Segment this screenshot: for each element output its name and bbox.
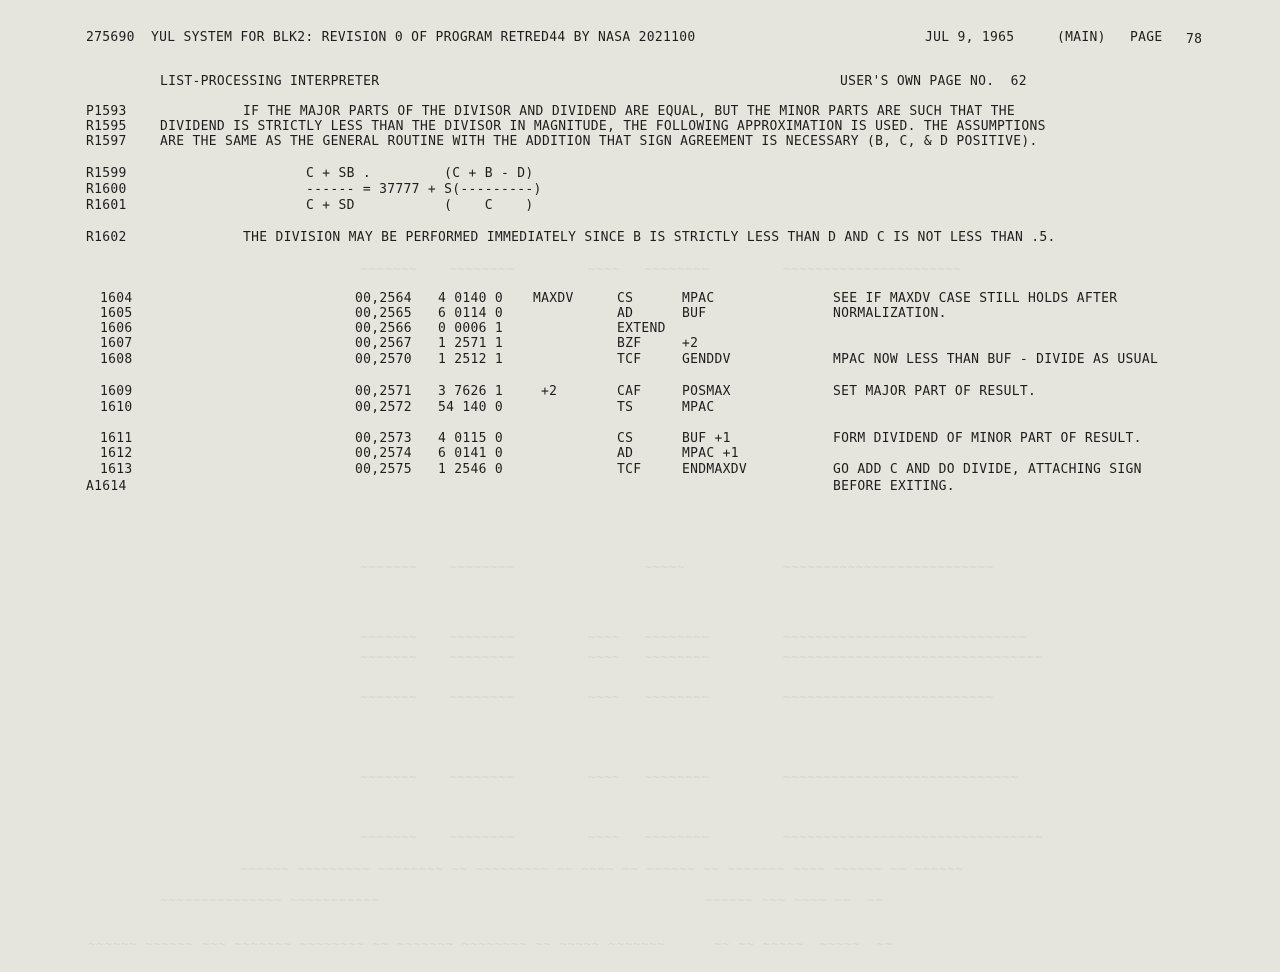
label: MAXDV	[533, 291, 574, 306]
octal-word: 6 0114 0	[438, 306, 504, 321]
opcode: TCF	[617, 462, 642, 477]
octal-word: 3 7626 1	[438, 384, 504, 399]
header-page-number: 78	[1186, 32, 1203, 47]
header-page-label: PAGE	[1130, 30, 1163, 45]
opcode: BZF	[617, 336, 642, 351]
formula-line: ------ = 37777 + S(---------)	[306, 182, 542, 197]
line-comment: NORMALIZATION.	[833, 306, 947, 321]
line-comment: FORM DIVIDEND OF MINOR PART OF RESULT.	[833, 431, 1142, 446]
card-number: 1612	[100, 446, 133, 461]
address: 00,2566	[355, 321, 412, 336]
octal-word: 6 0141 0	[438, 446, 504, 461]
opcode: TS	[617, 400, 634, 415]
operand: MPAC	[682, 291, 715, 306]
line-comment: MPAC NOW LESS THAN BUF - DIVIDE AS USUAL	[833, 352, 1159, 367]
operand: BUF +1	[682, 431, 731, 446]
opcode: AD	[617, 446, 634, 461]
octal-word: 4 0140 0	[438, 291, 504, 306]
octal-word: 54 140 0	[438, 400, 504, 415]
comment-line: DIVIDEND IS STRICTLY LESS THAN THE DIVISOR IN MAGNITUDE, THE FOLLOWING APPROXIMATION IS USED. THE ASSUMPTIONS	[160, 119, 1046, 134]
card-number: P1593	[86, 104, 127, 119]
address: 00,2571	[355, 384, 412, 399]
listing-header: 275690 YUL SYSTEM FOR BLK2: REVISION 0 OF PROGRAM RETRED44 BY NASA 2021100	[86, 30, 696, 45]
formula-line: C + SD ( C )	[306, 198, 534, 213]
card-number: 1613	[100, 462, 133, 477]
address: 00,2564	[355, 291, 412, 306]
address: 00,2572	[355, 400, 412, 415]
card-number: 1609	[100, 384, 133, 399]
section-title: LIST-PROCESSING INTERPRETER	[160, 74, 380, 89]
card-number: R1595	[86, 119, 127, 134]
header-date: JUL 9, 1965	[925, 30, 1015, 45]
operand: MPAC +1	[682, 446, 739, 461]
address: 00,2570	[355, 352, 412, 367]
card-number: R1599	[86, 166, 127, 181]
user-page-number: USER'S OWN PAGE NO. 62	[840, 74, 1027, 89]
card-number: 1607	[100, 336, 133, 351]
octal-word: 1 2546 0	[438, 462, 504, 477]
opcode: TCF	[617, 352, 642, 367]
card-number: 1605	[100, 306, 133, 321]
opcode: EXTEND	[617, 321, 666, 336]
card-number: A1614	[86, 479, 127, 494]
operand: POSMAX	[682, 384, 731, 399]
octal-word: 4 0115 0	[438, 431, 504, 446]
comment-line: ARE THE SAME AS THE GENERAL ROUTINE WITH THE ADDITION THAT SIGN AGREEMENT IS NECESSARY (B, C, & D POSITIVE).	[160, 134, 1038, 149]
operand: BUF	[682, 306, 707, 321]
line-comment: BEFORE EXITING.	[833, 479, 955, 494]
opcode: CS	[617, 431, 634, 446]
card-number: R1600	[86, 182, 127, 197]
operand: MPAC	[682, 400, 715, 415]
operand: +2	[682, 336, 699, 351]
card-number: R1601	[86, 198, 127, 213]
label: +2	[541, 384, 558, 399]
address: 00,2567	[355, 336, 412, 351]
operand: ENDMAXDV	[682, 462, 748, 477]
card-number: 1611	[100, 431, 133, 446]
comment-line: IF THE MAJOR PARTS OF THE DIVISOR AND DIVIDEND ARE EQUAL, BUT THE MINOR PARTS ARE SUCH THAT THE	[243, 104, 1016, 119]
address: 00,2573	[355, 431, 412, 446]
division-note: THE DIVISION MAY BE PERFORMED IMMEDIATELY SINCE B IS STRICTLY LESS THAN D AND C IS NOT LESS THAN .5.	[243, 230, 1056, 245]
opcode: AD	[617, 306, 634, 321]
header-main: (MAIN)	[1057, 30, 1106, 45]
operand: GENDDV	[682, 352, 731, 367]
octal-word: 1 2512 1	[438, 352, 504, 367]
address: 00,2574	[355, 446, 412, 461]
card-number: 1610	[100, 400, 133, 415]
line-comment: GO ADD C AND DO DIVIDE, ATTACHING SIGN	[833, 462, 1142, 477]
card-number: 1608	[100, 352, 133, 367]
card-number: 1606	[100, 321, 133, 336]
address: 00,2565	[355, 306, 412, 321]
octal-word: 1 2571 1	[438, 336, 504, 351]
octal-word: 0 0006 1	[438, 321, 504, 336]
address: 00,2575	[355, 462, 412, 477]
opcode: CAF	[617, 384, 642, 399]
formula-line: C + SB . (C + B - D)	[306, 166, 534, 181]
card-number: R1602	[86, 230, 127, 245]
card-number: R1597	[86, 134, 127, 149]
line-comment: SEE IF MAXDV CASE STILL HOLDS AFTER	[833, 291, 1118, 306]
opcode: CS	[617, 291, 634, 306]
line-comment: SET MAJOR PART OF RESULT.	[833, 384, 1037, 399]
card-number: 1604	[100, 291, 133, 306]
